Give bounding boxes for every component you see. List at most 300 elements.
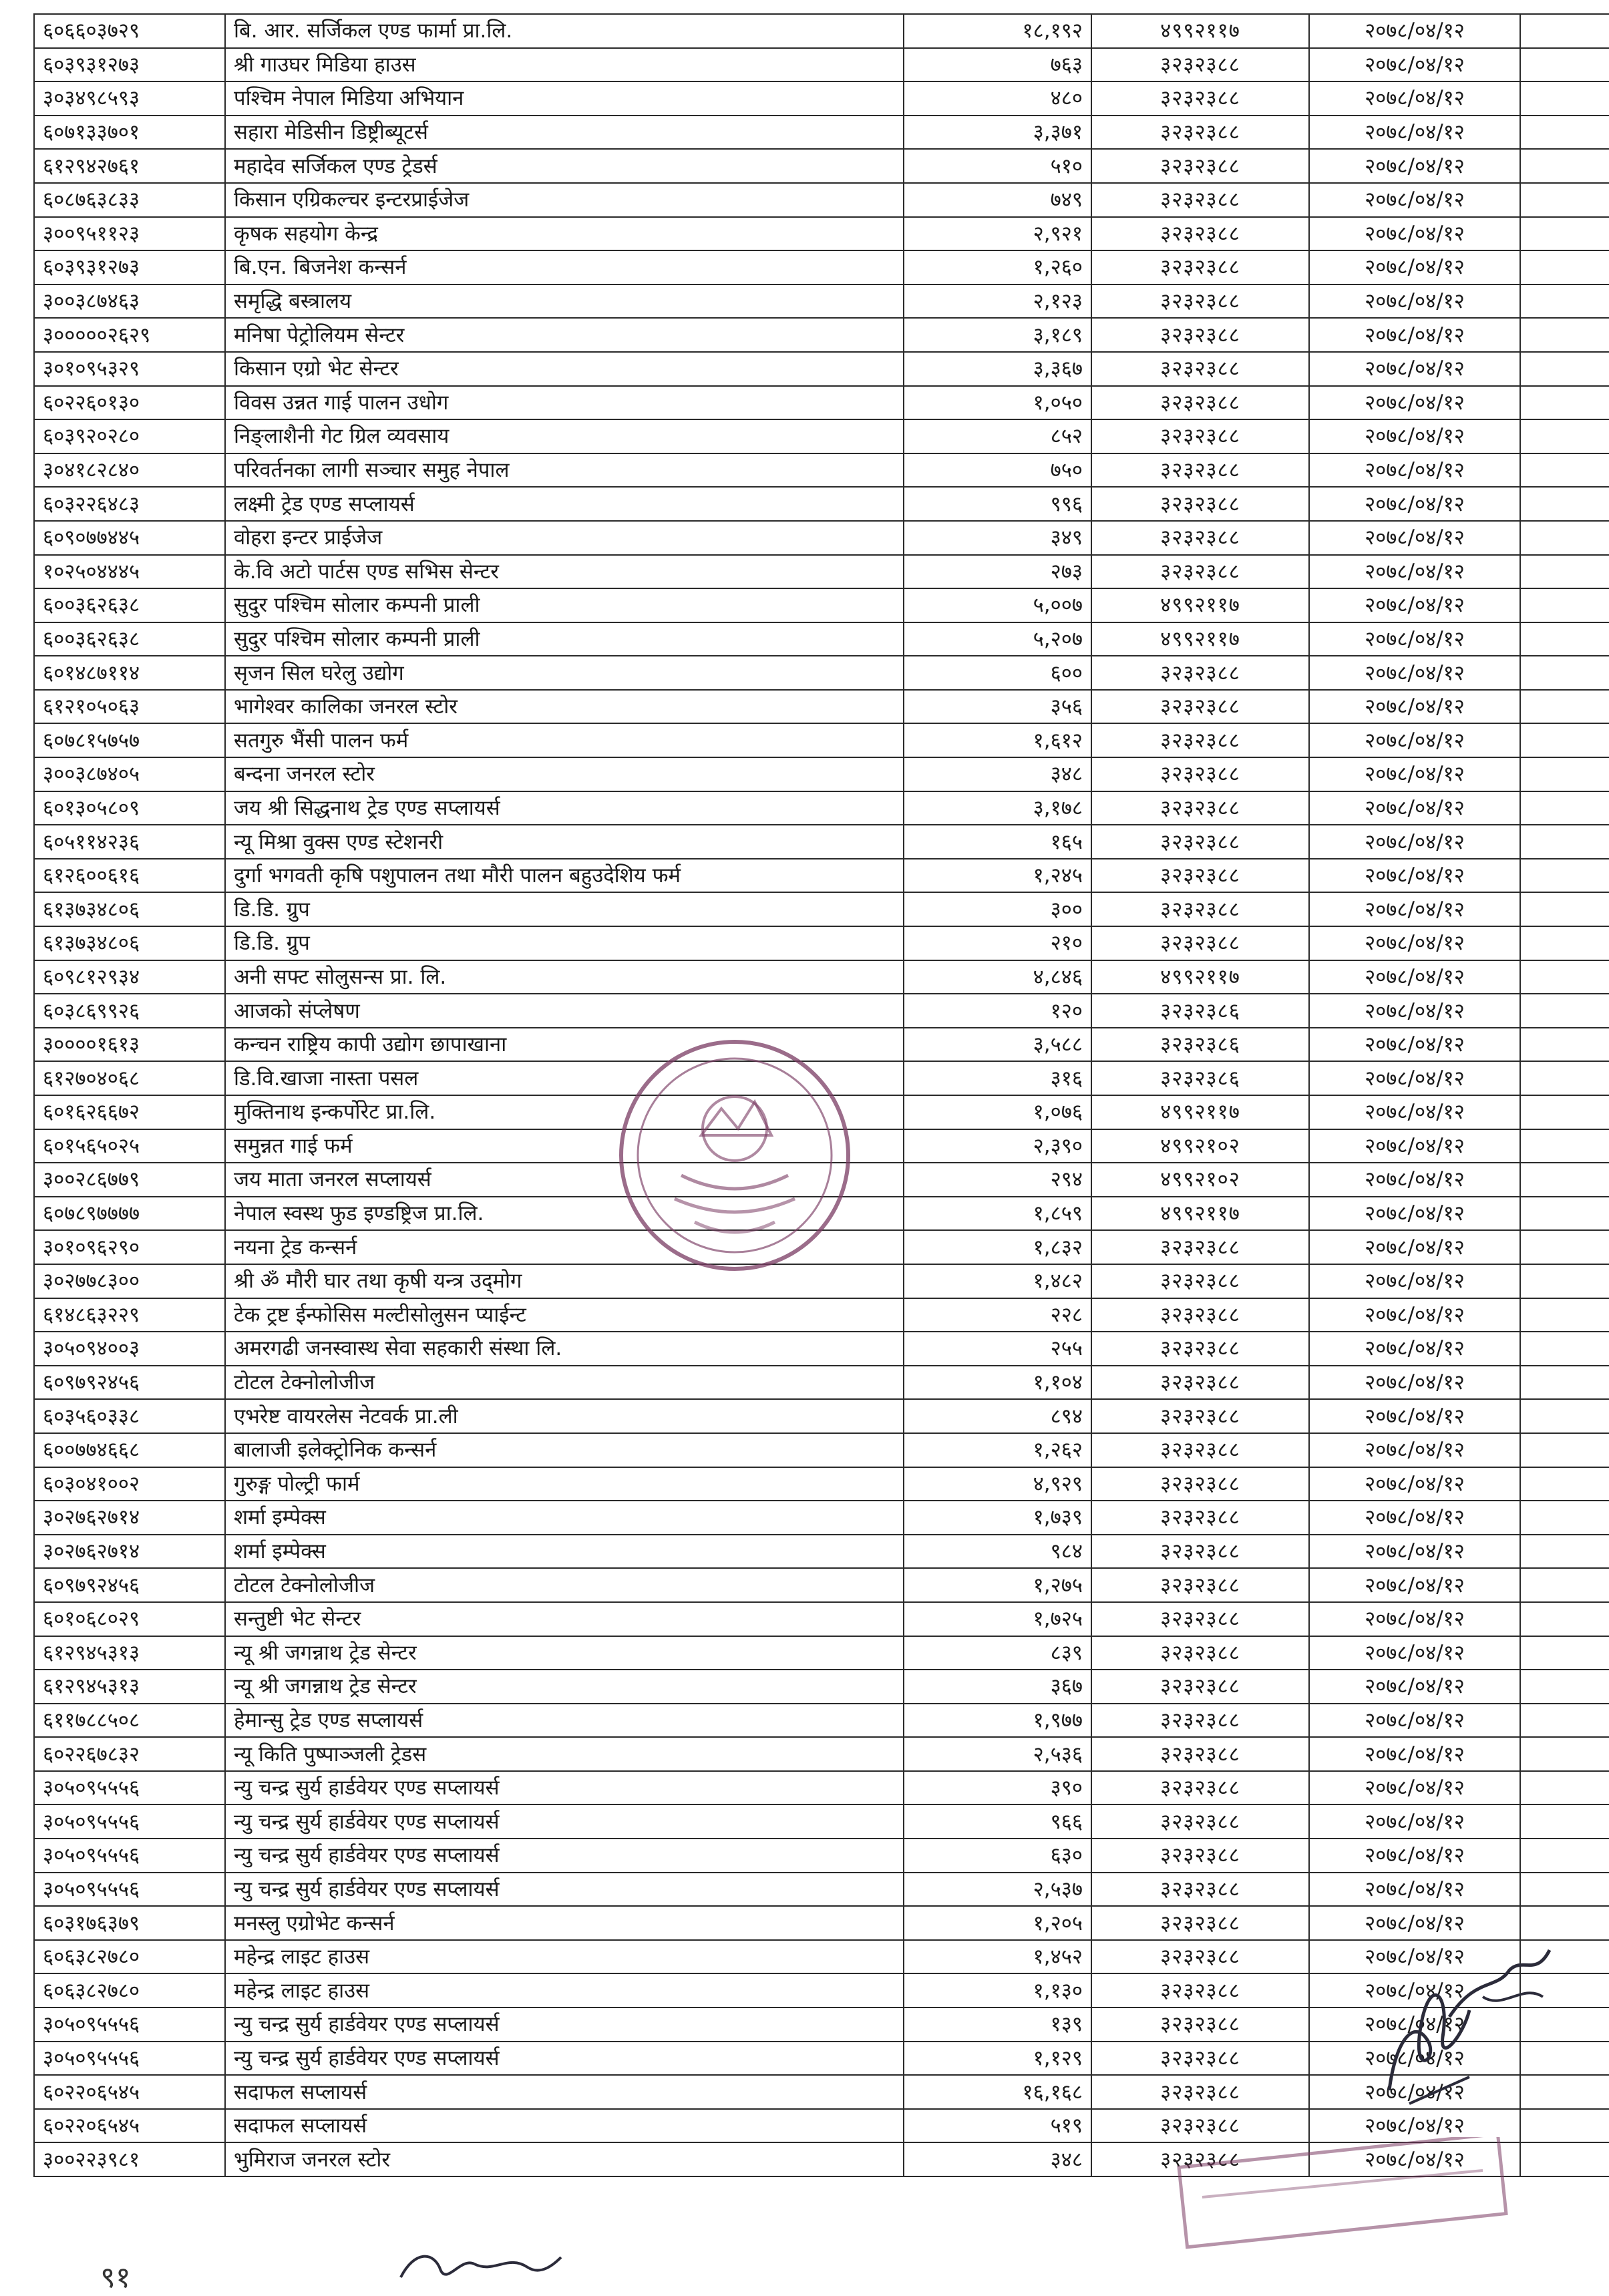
- amount-cell: १,२७५: [904, 1568, 1091, 1602]
- amount-cell: २१०: [904, 926, 1091, 960]
- remarks-cell: [1520, 960, 1609, 994]
- amount-cell: ३९०: [904, 1771, 1091, 1805]
- pan-number-cell: ३००३८७४०५: [34, 757, 225, 791]
- remarks-cell: [1520, 1873, 1609, 1907]
- pan-number-cell: ३००९५११२३: [34, 217, 225, 251]
- signature-bottom: [394, 2244, 568, 2291]
- firm-name-cell: डि.डि. ग्रुप: [225, 892, 904, 926]
- date-cell: २०७८/०४/१२: [1309, 690, 1520, 724]
- table-row: [34, 318, 1609, 352]
- pan-number-cell: ६०९८१२९३४: [34, 960, 225, 994]
- date-cell: २०७८/०४/१२: [1309, 352, 1520, 386]
- date-cell: २०७८/०४/१२: [1309, 1906, 1520, 1940]
- table-row: [34, 1298, 1609, 1332]
- pan-number-cell: ६०१६२६६७२: [34, 1095, 225, 1129]
- table-row: [34, 149, 1609, 183]
- pan-number-cell: ६११७८८५०८: [34, 1704, 225, 1738]
- remarks-cell: [1520, 1602, 1609, 1636]
- firm-name-cell: लक्ष्मी ट्रेड एण्ड सप्लायर्स: [225, 487, 904, 521]
- revenue-code-cell: ३२३२३८८: [1091, 690, 1309, 724]
- amount-cell: ४,८४६: [904, 960, 1091, 994]
- amount-cell: ४८०: [904, 81, 1091, 116]
- remarks-cell: [1520, 419, 1609, 453]
- date-cell: २०७८/०४/१२: [1309, 825, 1520, 859]
- table-row: [34, 1501, 1609, 1535]
- date-cell: २०७८/०४/१२: [1309, 1129, 1520, 1163]
- table-row: [34, 960, 1609, 994]
- revenue-code-cell: ४९९२१०२: [1091, 1163, 1309, 1197]
- amount-cell: १,२०५: [904, 1906, 1091, 1940]
- firm-name-cell: सदाफल सप्लायर्स: [225, 2109, 904, 2143]
- revenue-code-cell: ३२३२३८८: [1091, 1366, 1309, 1400]
- pan-number-cell: ३००३८७४६३: [34, 284, 225, 319]
- date-cell: २०७८/०४/१२: [1309, 1433, 1520, 1467]
- remarks-cell: [1520, 386, 1609, 420]
- pan-number-cell: ३०३४९८५९३: [34, 81, 225, 116]
- pan-number-cell: ६०५११४२३६: [34, 825, 225, 859]
- pan-number-cell: ६००३६२६३८: [34, 622, 225, 656]
- amount-cell: १,८५९: [904, 1197, 1091, 1231]
- date-cell: २०७८/०४/१२: [1309, 1197, 1520, 1231]
- table-row: [34, 555, 1609, 589]
- table-row: [34, 419, 1609, 453]
- table-row: [34, 1366, 1609, 1400]
- firm-name-cell: भुमिराज जनरल स्टोर: [225, 2142, 904, 2176]
- revenue-code-cell: ३२३२३८८: [1091, 825, 1309, 859]
- firm-name-cell: दुर्गा भगवती कृषि पशुपालन तथा मौरी पालन बहुउदेशिय फर्म: [225, 859, 904, 893]
- revenue-code-cell: ३२३२३८८: [1091, 1737, 1309, 1771]
- revenue-code-cell: ३२३२३८८: [1091, 1906, 1309, 1940]
- table-row: [34, 183, 1609, 217]
- firm-name-cell: विवस उन्नत गाई पालन उधोग: [225, 386, 904, 420]
- firm-name-cell: सन्तुष्टी भेट सेन्टर: [225, 1602, 904, 1636]
- date-cell: २०७८/०४/१२: [1309, 892, 1520, 926]
- amount-cell: १,७२५: [904, 1602, 1091, 1636]
- date-cell: २०७८/०४/१२: [1309, 588, 1520, 622]
- remarks-cell: [1520, 1163, 1609, 1197]
- firm-name-cell: वोहरा इन्टर प्राईजेज: [225, 521, 904, 555]
- amount-cell: ५,००७: [904, 588, 1091, 622]
- date-cell: २०७८/०४/१२: [1309, 1467, 1520, 1501]
- pan-number-cell: ६०६३८२७८०: [34, 1973, 225, 2007]
- pan-number-cell: ६१२९४५३१३: [34, 1670, 225, 1704]
- amount-cell: १६५: [904, 825, 1091, 859]
- firm-name-cell: न्यू श्री जगन्नाथ ट्रेड सेन्टर: [225, 1670, 904, 1704]
- date-cell: २०७८/०४/१२: [1309, 1804, 1520, 1839]
- pan-number-cell: ६०३०४१००२: [34, 1467, 225, 1501]
- table-row: [34, 217, 1609, 251]
- firm-name-cell: डि.डि. ग्रुप: [225, 926, 904, 960]
- remarks-cell: [1520, 791, 1609, 825]
- remarks-cell: [1520, 81, 1609, 116]
- firm-name-cell: मनस्लु एग्रोभेट कन्सर्न: [225, 1906, 904, 1940]
- pan-number-cell: ६१२९४५३१३: [34, 1636, 225, 1670]
- table-row: [34, 791, 1609, 825]
- remarks-cell: [1520, 1737, 1609, 1771]
- pan-number-cell: ३०५०९५५५६: [34, 2007, 225, 2042]
- firm-name-cell: बि.एन. बिजनेश कन्सर्न: [225, 250, 904, 284]
- date-cell: २०७८/०४/१२: [1309, 859, 1520, 893]
- amount-cell: ३,३७१: [904, 116, 1091, 150]
- amount-cell: ३००: [904, 892, 1091, 926]
- pan-number-cell: ६१२७०४०६८: [34, 1061, 225, 1095]
- firm-name-cell: सुदुर पश्चिम सोलार कम्पनी प्राली: [225, 622, 904, 656]
- pan-number-cell: ६०२२०६५४५: [34, 2109, 225, 2143]
- pan-number-cell: ३००२२३९८१: [34, 2142, 225, 2176]
- signature-right: [1369, 1937, 1570, 2124]
- revenue-code-cell: ३२३२३८८: [1091, 386, 1309, 420]
- firm-name-cell: बालाजी इलेक्ट्रोनिक कन्सर्न: [225, 1433, 904, 1467]
- revenue-code-cell: ४९९२११७: [1091, 14, 1309, 48]
- firm-name-cell: अनी सफ्ट सोलुसन्स प्रा. लि.: [225, 960, 904, 994]
- revenue-code-cell: ३२३२३८८: [1091, 2007, 1309, 2042]
- table-row: [34, 116, 1609, 150]
- amount-cell: ९९६: [904, 487, 1091, 521]
- remarks-cell: [1520, 723, 1609, 757]
- remarks-cell: [1520, 1028, 1609, 1062]
- date-cell: २०७८/०४/१२: [1309, 1230, 1520, 1264]
- date-cell: २०७८/०४/१२: [1309, 1399, 1520, 1433]
- remarks-cell: [1520, 1568, 1609, 1602]
- pan-number-cell: ६०३९३१२७३: [34, 48, 225, 82]
- date-cell: २०७८/०४/१२: [1309, 960, 1520, 994]
- date-cell: २०७८/०४/१२: [1309, 1061, 1520, 1095]
- date-cell: २०७८/०४/१२: [1309, 2042, 1520, 2076]
- revenue-code-cell: ३२३२३८८: [1091, 723, 1309, 757]
- table-row: [34, 1399, 1609, 1433]
- amount-cell: ७४९: [904, 183, 1091, 217]
- pan-number-cell: ३००२८६७७९: [34, 1163, 225, 1197]
- revenue-code-cell: ३२३२३८८: [1091, 555, 1309, 589]
- revenue-code-cell: ४९९२११७: [1091, 960, 1309, 994]
- remarks-cell: [1520, 588, 1609, 622]
- amount-cell: २२८: [904, 1298, 1091, 1332]
- pan-number-cell: ६०७१३३७०१: [34, 116, 225, 150]
- firm-name-cell: सुदुर पश्चिम सोलार कम्पनी प्राली: [225, 588, 904, 622]
- firm-name-cell: न्यु चन्द्र सुर्य हार्डवेयर एण्ड सप्लायर्स: [225, 1873, 904, 1907]
- firm-name-cell: नेपाल स्वस्थ फुड इण्डष्ट्रिज प्रा.लि.: [225, 1197, 904, 1231]
- firm-name-cell: सहारा मेडिसीन डिष्ट्रीब्यूटर्स: [225, 116, 904, 150]
- date-cell: २०७८/०४/१२: [1309, 1568, 1520, 1602]
- amount-cell: ३१६: [904, 1061, 1091, 1095]
- table-row: [34, 453, 1609, 488]
- remarks-cell: [1520, 892, 1609, 926]
- table-row: [34, 1568, 1609, 1602]
- remarks-cell: [1520, 1433, 1609, 1467]
- firm-name-cell: न्यू मिश्रा वुक्स एण्ड स्टेशनरी: [225, 825, 904, 859]
- remarks-cell: [1520, 690, 1609, 724]
- table-row: [34, 892, 1609, 926]
- pan-number-cell: ६१३७३४८०६: [34, 926, 225, 960]
- pan-number-cell: ६००३६२६३८: [34, 588, 225, 622]
- pan-number-cell: ६०३२२६४८३: [34, 487, 225, 521]
- revenue-code-cell: ३२३२३८८: [1091, 149, 1309, 183]
- amount-cell: १,२६२: [904, 1433, 1091, 1467]
- date-cell: २०७८/०४/१२: [1309, 656, 1520, 690]
- firm-name-cell: टोटल टेक्नोलोजीज: [225, 1568, 904, 1602]
- date-cell: २०७८/०४/१२: [1309, 1839, 1520, 1873]
- table-row: [34, 757, 1609, 791]
- date-cell: २०७८/०४/१२: [1309, 217, 1520, 251]
- amount-cell: ५,२०७: [904, 622, 1091, 656]
- revenue-code-cell: ३२३२३८८: [1091, 1771, 1309, 1805]
- revenue-code-cell: ३२३२३८८: [1091, 183, 1309, 217]
- firm-name-cell: किसान एग्रो भेट सेन्टर: [225, 352, 904, 386]
- revenue-code-cell: ३२३२३८८: [1091, 2075, 1309, 2109]
- firm-name-cell: सदाफल सप्लायर्स: [225, 2075, 904, 2109]
- pan-number-cell: ६०१४८७११४: [34, 656, 225, 690]
- remarks-cell: [1520, 48, 1609, 82]
- remarks-cell: [1520, 1467, 1609, 1501]
- revenue-code-cell: ३२३२३८८: [1091, 1973, 1309, 2007]
- revenue-code-cell: ३२३२३८८: [1091, 1670, 1309, 1704]
- pan-number-cell: ३०५०९५५५६: [34, 1804, 225, 1839]
- amount-cell: ९८४: [904, 1535, 1091, 1569]
- amount-cell: १३९: [904, 2007, 1091, 2042]
- revenue-code-cell: ३२३२३८८: [1091, 656, 1309, 690]
- firm-name-cell: जय श्री सिद्धनाथ ट्रेड एण्ड सप्लायर्स: [225, 791, 904, 825]
- firm-name-cell: पश्चिम नेपाल मिडिया अभियान: [225, 81, 904, 116]
- amount-cell: ३४९: [904, 521, 1091, 555]
- firm-name-cell: न्यू श्री जगन्नाथ ट्रेड सेन्टर: [225, 1636, 904, 1670]
- revenue-code-cell: ३२३२३८८: [1091, 250, 1309, 284]
- remarks-cell: [1520, 1501, 1609, 1535]
- date-cell: २०७८/०४/१२: [1309, 2007, 1520, 2042]
- table-row: [34, 521, 1609, 555]
- remarks-cell: [1520, 1906, 1609, 1940]
- remarks-cell: [1520, 183, 1609, 217]
- firm-name-cell: महेन्द्र लाइट हाउस: [225, 1973, 904, 2007]
- date-cell: २०७८/०४/१२: [1309, 926, 1520, 960]
- remarks-cell: [1520, 757, 1609, 791]
- firm-name-cell: न्यू किति पुष्पाञ्जली ट्रेडस: [225, 1737, 904, 1771]
- pan-number-cell: ६००७७४६६८: [34, 1433, 225, 1467]
- amount-cell: १,१३०: [904, 1973, 1091, 2007]
- table-row: [34, 81, 1609, 116]
- date-cell: २०७८/०४/१२: [1309, 622, 1520, 656]
- pan-number-cell: ६१२९४२७६१: [34, 149, 225, 183]
- date-cell: २०७८/०४/१२: [1309, 81, 1520, 116]
- amount-cell: १६,१६८: [904, 2075, 1091, 2109]
- pan-number-cell: ६०३९३१२७३: [34, 250, 225, 284]
- amount-cell: १,४८२: [904, 1264, 1091, 1298]
- pan-number-cell: ६०३५६०३३८: [34, 1399, 225, 1433]
- table-row: [34, 14, 1609, 48]
- page-number: ९१: [100, 2261, 131, 2295]
- revenue-code-cell: ३२३२३८८: [1091, 419, 1309, 453]
- firm-name-cell: समृद्धि बस्त्रालय: [225, 284, 904, 319]
- amount-cell: २,९२१: [904, 217, 1091, 251]
- amount-cell: १८,१९२: [904, 14, 1091, 48]
- revenue-code-cell: ३२३२३८८: [1091, 757, 1309, 791]
- pan-number-cell: ६१४८६३२२९: [34, 1298, 225, 1332]
- pan-number-cell: ३०२७७८३००: [34, 1264, 225, 1298]
- revenue-code-cell: ३२३२३८८: [1091, 1940, 1309, 1974]
- remarks-cell: [1520, 352, 1609, 386]
- date-cell: २०७८/०४/१२: [1309, 723, 1520, 757]
- firm-name-cell: महादेव सर्जिकल एण्ड ट्रेडर्स: [225, 149, 904, 183]
- revenue-code-cell: ४९९२११७: [1091, 588, 1309, 622]
- amount-cell: ६००: [904, 656, 1091, 690]
- table-row: [34, 622, 1609, 656]
- date-cell: २०७८/०४/१२: [1309, 386, 1520, 420]
- date-cell: २०७८/०४/१२: [1309, 1501, 1520, 1535]
- date-cell: २०७८/०४/१२: [1309, 791, 1520, 825]
- firm-name-cell: किसान एग्रिकल्चर इन्टरप्राईजेज: [225, 183, 904, 217]
- firm-name-cell: मनिषा पेट्रोलियम सेन्टर: [225, 318, 904, 352]
- amount-cell: ३४८: [904, 757, 1091, 791]
- remarks-cell: [1520, 1636, 1609, 1670]
- amount-cell: ६३०: [904, 1839, 1091, 1873]
- amount-cell: १,६१२: [904, 723, 1091, 757]
- date-cell: २०७८/०४/१२: [1309, 284, 1520, 319]
- revenue-code-cell: ३२३२३८८: [1091, 1467, 1309, 1501]
- firm-name-cell: टोटल टेक्नोलोजीज: [225, 1366, 904, 1400]
- remarks-cell: [1520, 1670, 1609, 1704]
- revenue-code-cell: ३२३२३८८: [1091, 352, 1309, 386]
- revenue-code-cell: ३२३२३८८: [1091, 1704, 1309, 1738]
- amount-cell: ३६७: [904, 1670, 1091, 1704]
- date-cell: २०७८/०४/१२: [1309, 116, 1520, 150]
- amount-cell: १,८३२: [904, 1230, 1091, 1264]
- date-cell: २०७८/०४/१२: [1309, 1636, 1520, 1670]
- pan-number-cell: ६०६६०३७२९: [34, 14, 225, 48]
- amount-cell: २,५३६: [904, 1737, 1091, 1771]
- firm-name-cell: समुन्नत गाई फर्म: [225, 1129, 904, 1163]
- firm-name-cell: न्यु चन्द्र सुर्य हार्डवेयर एण्ड सप्लायर्स: [225, 1804, 904, 1839]
- pan-number-cell: ३०५०९५५५६: [34, 1839, 225, 1873]
- remarks-cell: [1520, 1264, 1609, 1298]
- revenue-code-cell: ३२३२३८८: [1091, 1298, 1309, 1332]
- firm-name-cell: टेक ट्रष्ट ईन्फोसिस मल्टीसोलुसन प्याईन्ट: [225, 1298, 904, 1332]
- firm-name-cell: भागेश्वर कालिका जनरल स्टोर: [225, 690, 904, 724]
- remarks-cell: [1520, 1061, 1609, 1095]
- revenue-code-cell: ३२३२३८८: [1091, 1433, 1309, 1467]
- date-cell: २०७८/०४/१२: [1309, 2075, 1520, 2109]
- firm-name-cell: श्री ॐ मौरी घार तथा कृषी यन्त्र उद्‍मोग: [225, 1264, 904, 1298]
- amount-cell: १,०७६: [904, 1095, 1091, 1129]
- pan-number-cell: ६०९०७७४४५: [34, 521, 225, 555]
- firm-name-cell: शर्मा इम्पेक्स: [225, 1501, 904, 1535]
- amount-cell: १,१२९: [904, 2042, 1091, 2076]
- remarks-cell: [1520, 149, 1609, 183]
- amount-cell: ३५६: [904, 690, 1091, 724]
- date-cell: २०७८/०४/१२: [1309, 555, 1520, 589]
- firm-name-cell: शर्मा इम्पेक्स: [225, 1535, 904, 1569]
- table-row: [34, 1535, 1609, 1569]
- date-cell: २०७८/०४/१२: [1309, 2109, 1520, 2143]
- pan-number-cell: ६०१०६८०२९: [34, 1602, 225, 1636]
- amount-cell: १,२६०: [904, 250, 1091, 284]
- revenue-code-cell: ३२३२३८८: [1091, 859, 1309, 893]
- table-row: [34, 1332, 1609, 1366]
- table-row: [34, 1771, 1609, 1805]
- revenue-code-cell: ३२३२३८८: [1091, 1873, 1309, 1907]
- pan-number-cell: ३०५०९५५५६: [34, 1873, 225, 1907]
- revenue-code-cell: ४९९२१०२: [1091, 1129, 1309, 1163]
- table-row: [34, 656, 1609, 690]
- remarks-cell: [1520, 284, 1609, 319]
- revenue-code-cell: ३२३२३८६: [1091, 1061, 1309, 1095]
- revenue-code-cell: ३२३२३८८: [1091, 521, 1309, 555]
- revenue-code-cell: ३२३२३८८: [1091, 1636, 1309, 1670]
- table-row: [34, 859, 1609, 893]
- revenue-code-cell: ३२३२३८८: [1091, 2109, 1309, 2143]
- table-row: [34, 1602, 1609, 1636]
- table-row: [34, 1804, 1609, 1839]
- firm-name-cell: सृजन सिल घरेलु उद्योग: [225, 656, 904, 690]
- date-cell: २०७८/०४/१२: [1309, 994, 1520, 1028]
- remarks-cell: [1520, 859, 1609, 893]
- pan-number-cell: ६०६३८२७८०: [34, 1940, 225, 1974]
- table-row: [34, 386, 1609, 420]
- remarks-cell: [1520, 1197, 1609, 1231]
- firm-name-cell: परिवर्तनका लागी सञ्चार समुह नेपाल: [225, 453, 904, 488]
- firm-name-cell: न्यु चन्द्र सुर्य हार्डवेयर एण्ड सप्लायर्स: [225, 1839, 904, 1873]
- amount-cell: २,१२३: [904, 284, 1091, 319]
- date-cell: २०७८/०४/१२: [1309, 183, 1520, 217]
- remarks-cell: [1520, 1332, 1609, 1366]
- firm-name-cell: अमरगढी जनस्वास्थ सेवा सहकारी संस्था लि.: [225, 1332, 904, 1366]
- table-row: [34, 1433, 1609, 1467]
- pan-number-cell: ३००००१६१३: [34, 1028, 225, 1062]
- date-cell: २०७८/०४/१२: [1309, 1535, 1520, 1569]
- date-cell: २०७८/०४/१२: [1309, 1873, 1520, 1907]
- firm-name-cell: न्यु चन्द्र सुर्य हार्डवेयर एण्ड सप्लायर्स: [225, 2007, 904, 2042]
- amount-cell: ३४८: [904, 2142, 1091, 2176]
- table-row: [34, 352, 1609, 386]
- table-row: [34, 1873, 1609, 1907]
- revenue-code-cell: ४९९२११७: [1091, 1095, 1309, 1129]
- date-cell: २०७८/०४/१२: [1309, 1163, 1520, 1197]
- pan-number-cell: ६०२२०६५४५: [34, 2075, 225, 2109]
- date-cell: २०७८/०४/१२: [1309, 250, 1520, 284]
- revenue-code-cell: ३२३२३८८: [1091, 1230, 1309, 1264]
- amount-cell: २९४: [904, 1163, 1091, 1197]
- revenue-code-cell: ३२३२३८८: [1091, 1602, 1309, 1636]
- amount-cell: २,५३७: [904, 1873, 1091, 1907]
- revenue-code-cell: ३२३२३८८: [1091, 1839, 1309, 1873]
- amount-cell: १,४५२: [904, 1940, 1091, 1974]
- pan-number-cell: ६०१५६५०२५: [34, 1129, 225, 1163]
- amount-cell: ३,१८९: [904, 318, 1091, 352]
- revenue-code-cell: ३२३२३८८: [1091, 487, 1309, 521]
- firm-name-cell: डि.वि.खाजा नास्ता पसल: [225, 1061, 904, 1095]
- firm-name-cell: जय माता जनरल सप्लायर्स: [225, 1163, 904, 1197]
- remarks-cell: [1520, 926, 1609, 960]
- pan-number-cell: ६१२१०५०६३: [34, 690, 225, 724]
- table-row: [34, 284, 1609, 319]
- amount-cell: १,९७७: [904, 1704, 1091, 1738]
- remarks-cell: [1520, 487, 1609, 521]
- amount-cell: ३,१७८: [904, 791, 1091, 825]
- pan-number-cell: ३०१०९६२९०: [34, 1230, 225, 1264]
- pan-number-cell: ६०९७९२४५६: [34, 1366, 225, 1400]
- date-cell: २०७८/०४/१२: [1309, 1940, 1520, 1974]
- remarks-cell: [1520, 1366, 1609, 1400]
- remarks-cell: [1520, 453, 1609, 488]
- revenue-code-cell: ३२३२३८८: [1091, 1332, 1309, 1366]
- remarks-cell: [1520, 250, 1609, 284]
- revenue-code-cell: ३२३२३८६: [1091, 1028, 1309, 1062]
- table-row: [34, 1704, 1609, 1738]
- remarks-cell: [1520, 1771, 1609, 1805]
- revenue-code-cell: ३२३२३८८: [1091, 453, 1309, 488]
- remarks-cell: [1520, 521, 1609, 555]
- pan-number-cell: ६०७८९७७७७: [34, 1197, 225, 1231]
- table-row: [34, 1467, 1609, 1501]
- revenue-code-cell: ३२३२३८८: [1091, 81, 1309, 116]
